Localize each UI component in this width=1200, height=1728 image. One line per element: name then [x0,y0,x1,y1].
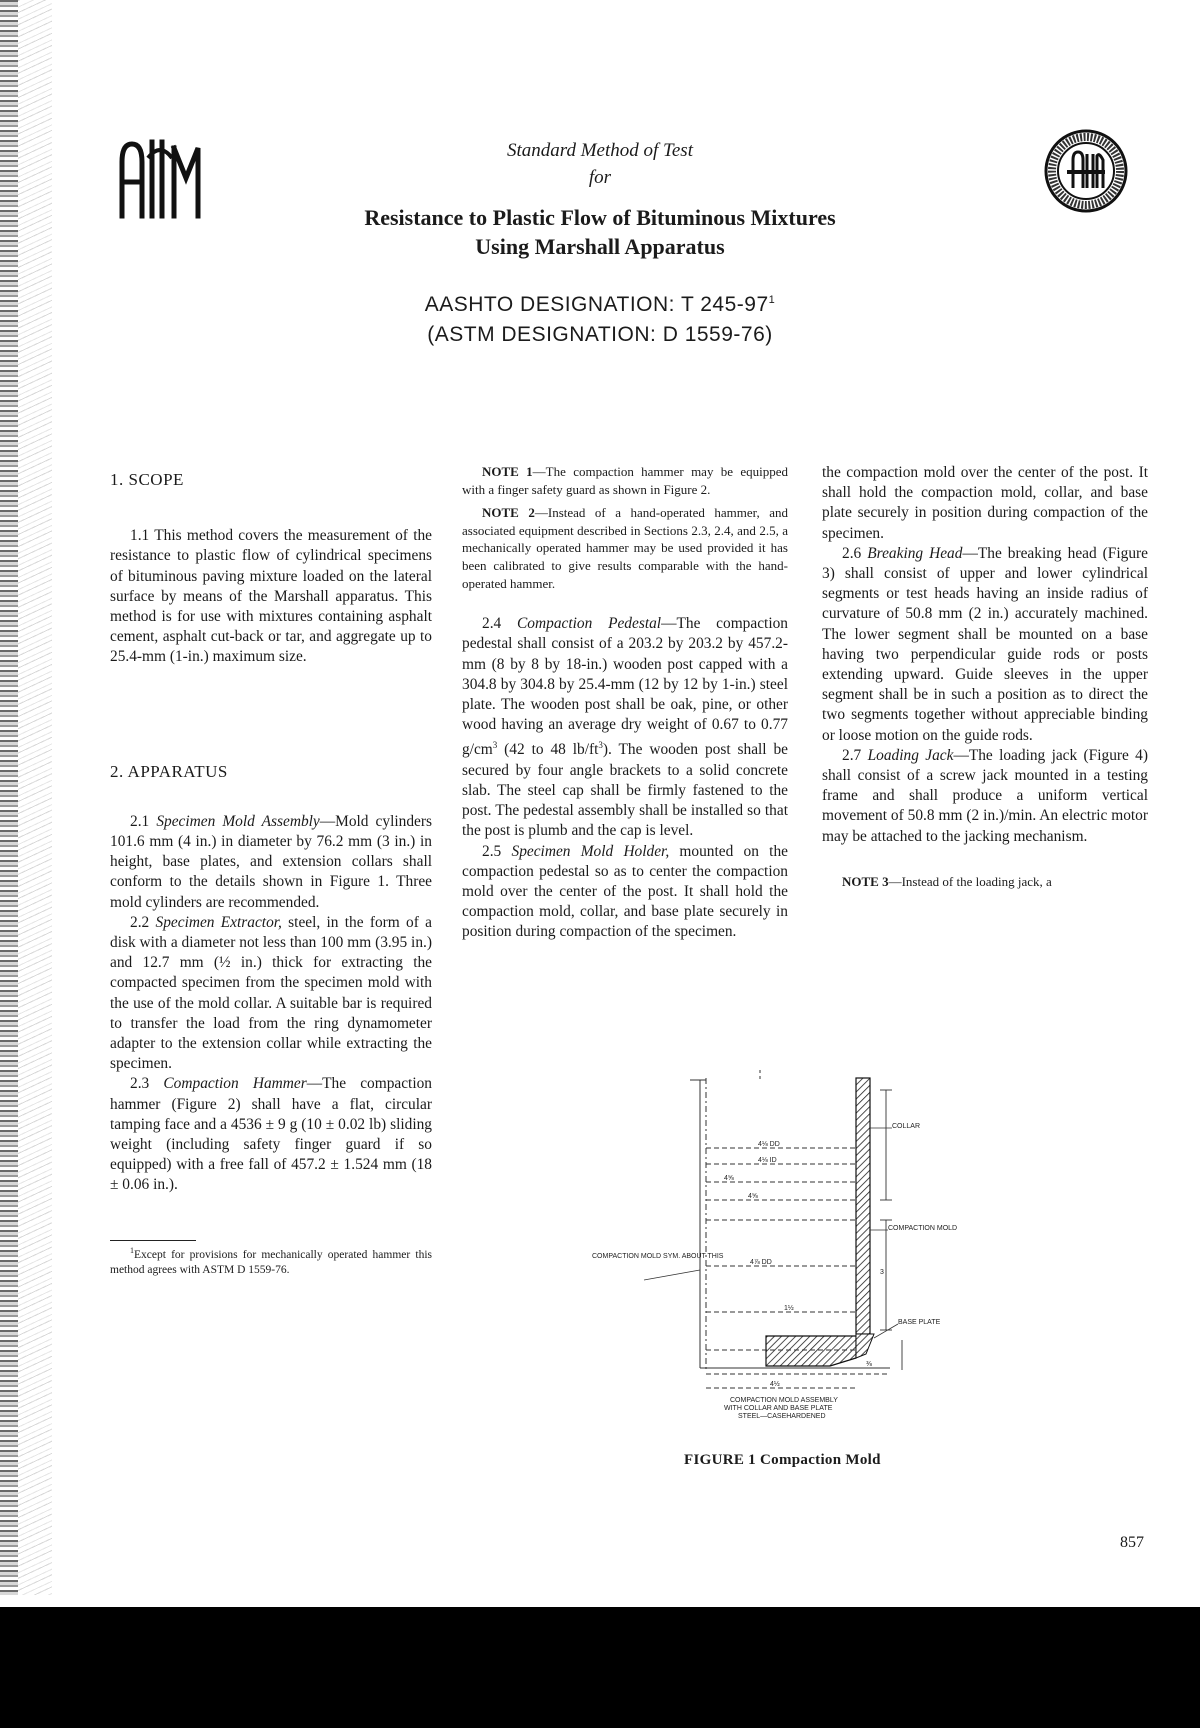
column-2 [462,463,788,943]
title-line2: Using Marshall Apparatus [475,234,725,259]
label-assembly-3: STEEL—CASEHARDENED [738,1413,826,1420]
dim-id: 4⅛ ID [758,1157,777,1164]
subtitle-line2: for [588,167,612,188]
paragraph-2-6: 2.6 Breaking Head—The breaking head (Figure 3) shall consist of upper and lower cylindrical segments or test heads having an inside radius of curvature of 50.8 mm (2 in.) accurately machined. The lower segment shall be mounted on a base having two perpendicular guide rods or posts extending upward. Guide sleeves in the upper segment shall be in such a position as to direct the two segments together without appreciable binding or loose motion on the guide rods. [822,544,1148,744]
binding-texture [18,0,52,1595]
note-3: NOTE 3—Instead of the loading jack, a [842,873,1052,889]
figure-1-drawing [592,1070,970,1425]
scan-bottom-band [0,1607,1200,1728]
subtitle-line1: Standard Method of Test [507,140,693,161]
designation-astm: (ASTM DESIGNATION: D 1559-76) [427,323,773,346]
footnote-1: $^1$Except for provisions for mechanically operated hammer this method agrees with ASTM D 1559-76. [110,1245,432,1276]
note-2: NOTE 2—Instead of a hand-operated hammer, and associated equipment described in Sections 2.3, 2.4, and 2.5, a mechanically operated hammer may be used provided it has been calibrated to give results comparable with the hand-operated hammer. [462,505,788,591]
paragraph-2-3: 2.3 Compaction Hammer—The compaction hammer (Figure 2) shall have a flat, circular tamping face and a 4536 ± 9 g (10 ± 0.02 lb) sliding weight (including safety finger guard if so equipped) with a free fall of 457.2 ± 1.524 mm (18 ± 0.06 in.). [110,1075,432,1194]
paragraph-2-1: 2.1 Specimen Mold Assembly—Mold cylinders 101.6 mm (4 in.) in diameter by 76.2 mm (3 in.) in height, base plates, and extension collars shall conform to the details shown in Figure 1. Three mold cylinders are recommended. [110,812,432,911]
mold-wall [856,1078,870,1334]
footnote-rule [110,1240,196,1241]
label-assembly-1: COMPACTION MOLD ASSEMBLY [730,1397,838,1404]
paragraph-2-5: 2.5 Specimen Mold Holder, mounted on the compaction pedestal so as to center the compaction mold over the center of the post. It shall hold the compaction mold, collar, and base plate securely in position during compaction of the specimen. [462,842,788,941]
dim-mold-od: 4⅞ DD [750,1259,772,1266]
label-base-plate: BASE PLATE [898,1319,941,1326]
aasho-seal [1043,126,1129,216]
paragraph-2-2: 2.2 Specimen Extractor, steel, in the form of a disk with a diameter not less than 100 mm (3.95 in.) and 12.7 mm (½ in.) thick for extracting the compacted specimen from the specimen mold with the use of the mold collar. A suitable bar is required to transfer the load from the ring dynamometer adapter to the extension collar while extracting the specimen. [110,913,432,1073]
dim-collar-width: 4⅝ [724,1175,734,1182]
dim-mold-width: 4⅝ [748,1193,758,1200]
section-1-heading: 1. SCOPE [110,470,184,489]
dim-plate-thickness: ⅜ [866,1361,872,1368]
binding-shadow [0,0,18,1595]
dim-base: 4½ [770,1381,780,1388]
designation-aashto: AASHTO DESIGNATION: T $245-97^1$ [424,293,776,316]
astm-logo [118,138,206,220]
label-assembly-2: WITH COLLAR AND BASE PLATE [724,1405,833,1412]
paragraph-2-4: 2.4 Compaction Pedestal—The compaction pedestal shall consist of a 203.2 by 203.2 by 457.2-mm (8 by 8 by 18-in.) wooden post capped with a 304.8 by 304.8 by 25.4-mm (12 by 12 by 1-in.) steel plate. The wooden post shall be oak, pine, or other wood having an average dry weight of 0.67 to 0.77 $g/cm^3$ (42 to 48 $lb/ft^3$). The wooden post shall be secured by four angle brackets to a solid concrete slab. The steel cap shall be firmly fastened to the post. The pedestal assembly shall be installed so that the post is plumb and the cap is level. [462,615,788,840]
section-2-heading: 2. APPARATUS [110,761,228,781]
title-line1: Resistance to Plastic Flow of Bituminous Mixtures [364,205,836,230]
dim-recess: 1½ [784,1305,794,1312]
paragraph-1-1: 1.1 This method covers the measurement of the resistance to plastic flow of cylindrical specimens of bituminous paving mixture loaded on the lateral surface by means of the Marshall apparatus. This method is for use with mixtures containing asphalt cement, asphalt cut-back or tar, and aggregate up to 25.4-mm (1-in.) maximum size. [110,527,432,666]
note-1: NOTE 1—The compaction hammer may be equipped with a finger safety guard as shown in Figure 2. [462,464,789,497]
dim-od: 4⅛ DD [758,1141,780,1148]
label-compaction-mold: COMPACTION MOLD [888,1225,958,1232]
column-1 [110,470,432,1278]
dim-height: 3 [880,1269,884,1276]
paragraph-2-7: 2.7 Loading Jack—The loading jack (Figure 4) shall consist of a screw jack mounted in a testing frame and shall produce a uniform vertical movement of 50.8 mm (2 in.)/min. An electric motor may be attached to the jacking mechanism. [822,746,1148,845]
page-number: 857 [1120,1534,1144,1551]
paragraph-2-5-continued: the compaction mold over the center of the post. It shall hold the compaction mold, collar, and base plate securely in position during compaction of the specimen. [822,464,1148,542]
base-plate-shape [766,1336,856,1366]
column-3 [822,463,1148,890]
label-collar: COLLAR [892,1123,921,1130]
label-sym: COMPACTION MOLD SYM. ABOUT THIS [592,1253,724,1260]
header [300,137,900,350]
figure-1-caption: FIGURE 1 Compaction Mold [684,1452,881,1468]
